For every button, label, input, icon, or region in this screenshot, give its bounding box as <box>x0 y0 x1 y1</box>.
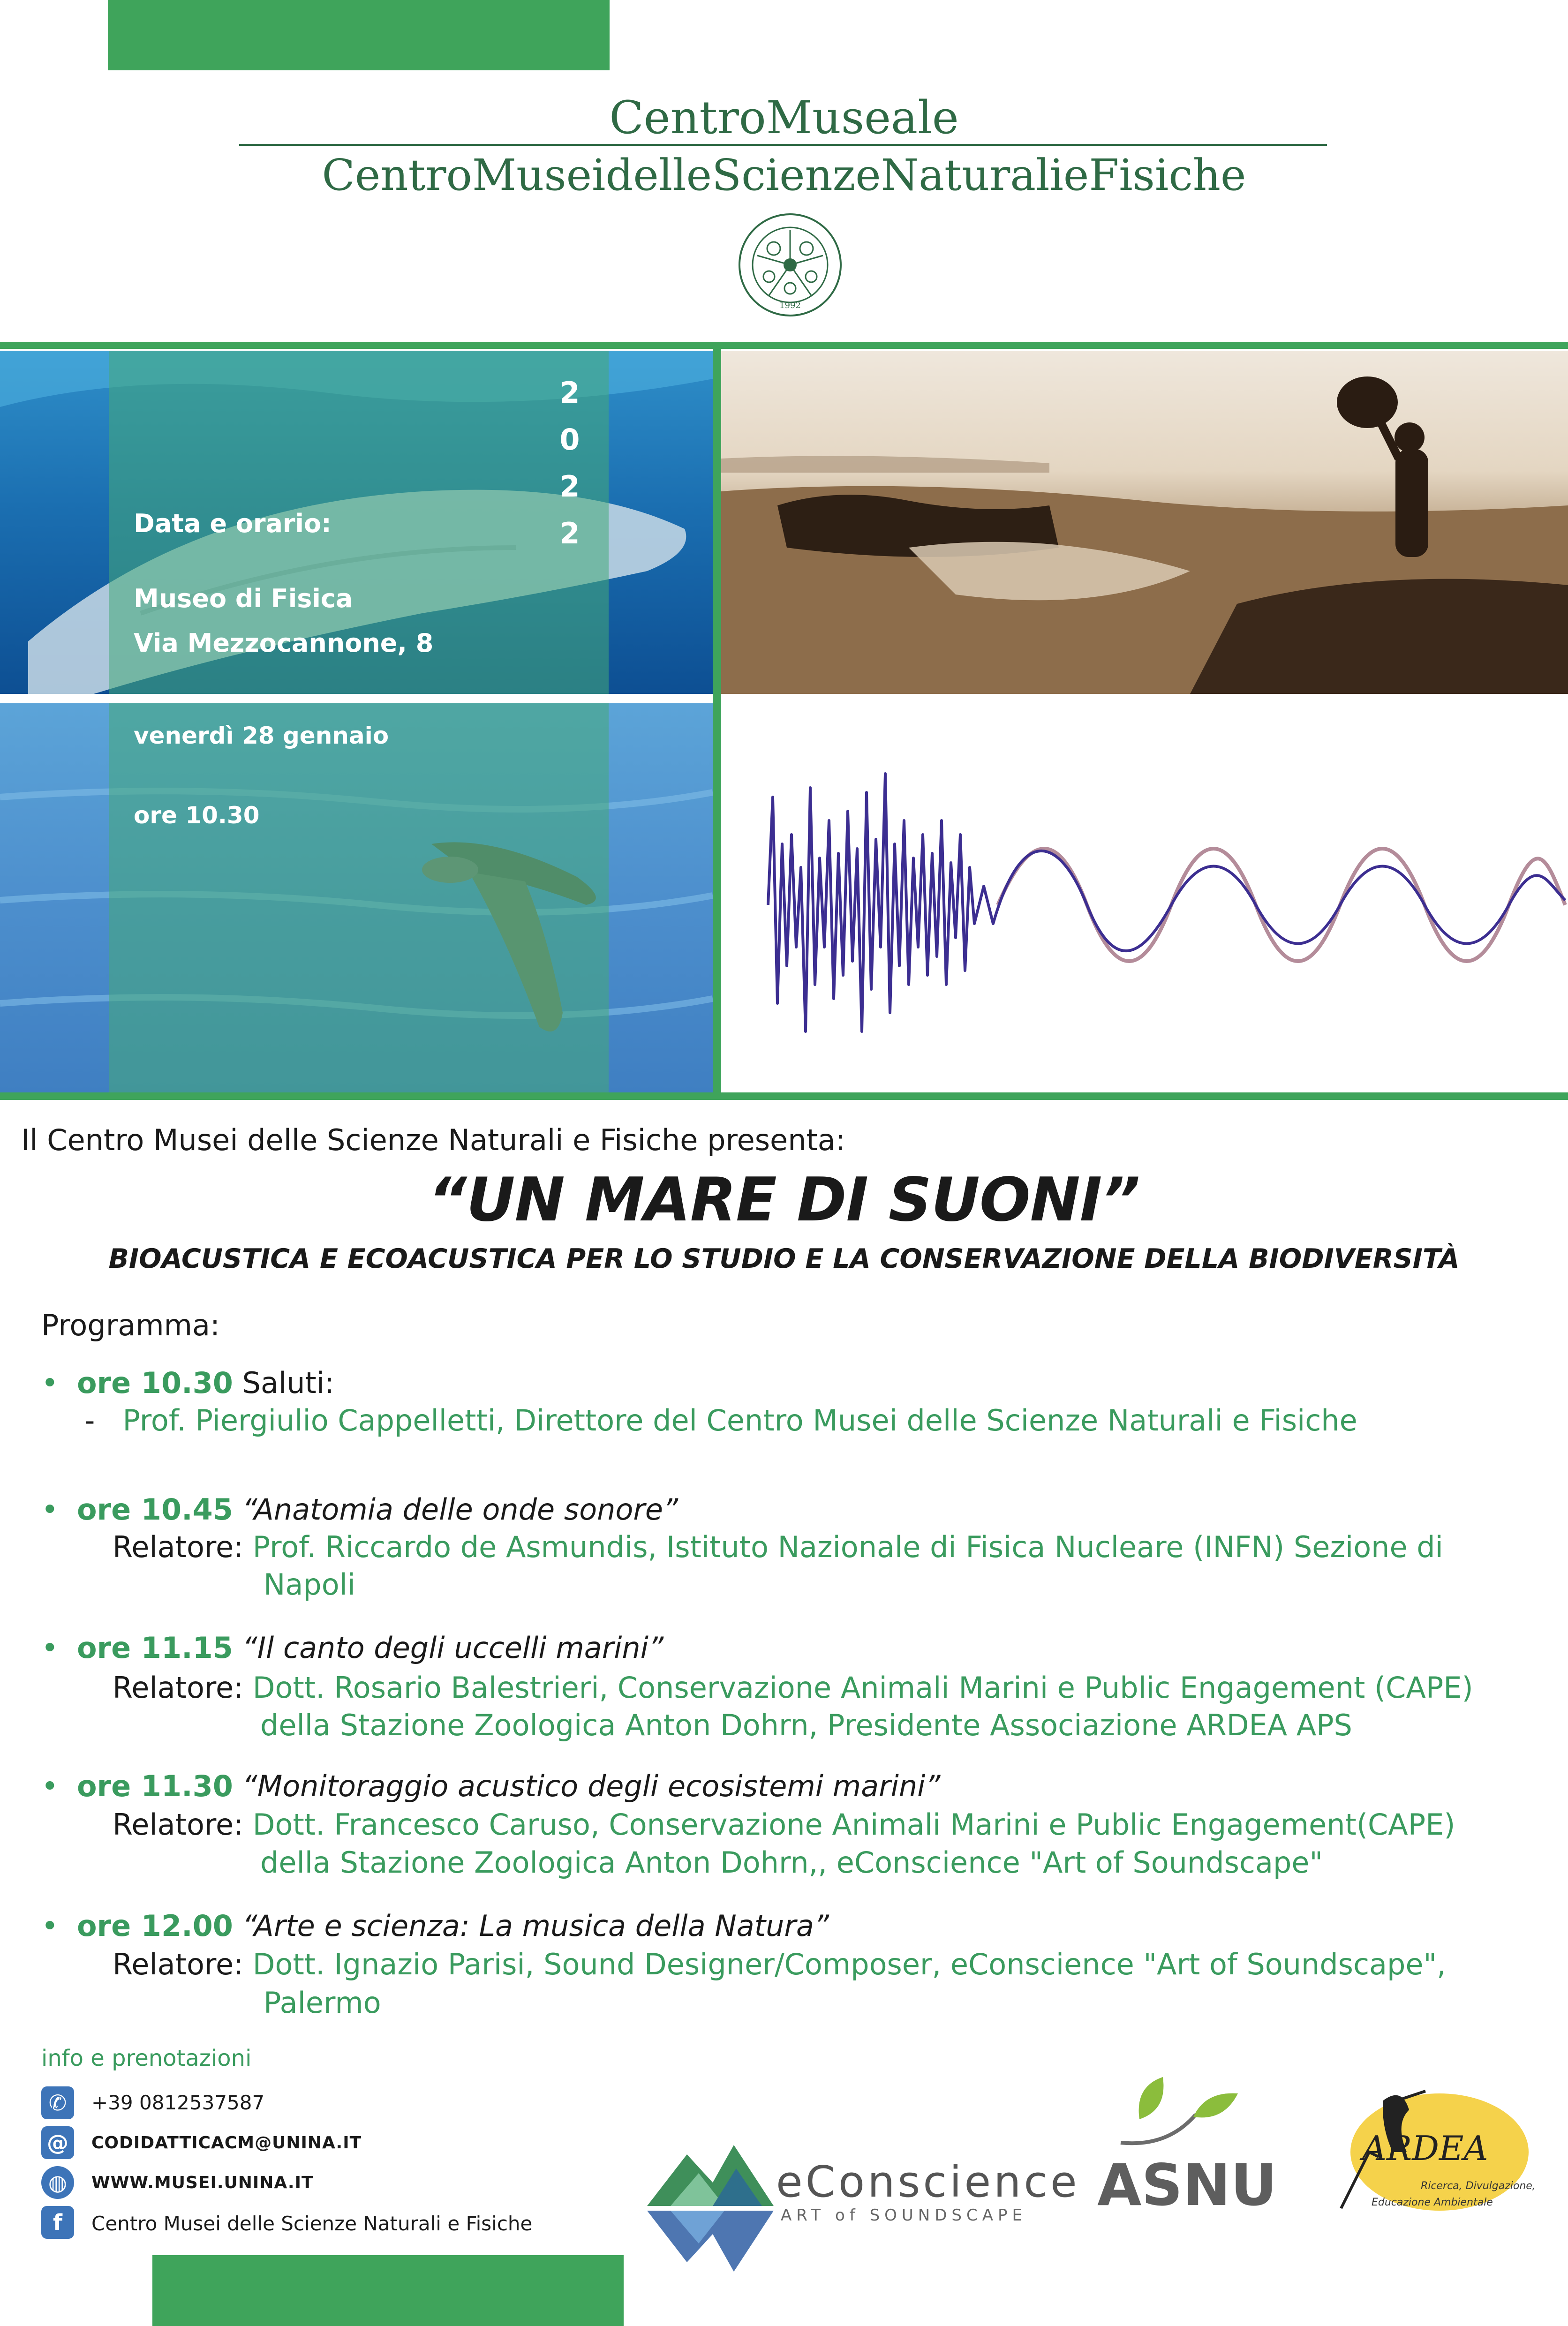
program-item-4 <box>41 1768 941 1805</box>
bullet-icon: • <box>41 1909 59 1943</box>
item-topic: “Il canto degli uccelli marini” <box>242 1631 664 1665</box>
bottom-green-bar <box>152 2255 624 2326</box>
waveform-graphic <box>721 703 1568 1092</box>
address: Via Mezzocannone, 8 <box>134 628 434 658</box>
item-time: ore 10.30 <box>77 1366 233 1400</box>
email-icon: @ <box>41 2126 74 2159</box>
item-topic: “Anatomia delle onde sonore” <box>242 1492 678 1527</box>
bullet-icon: • <box>41 1631 59 1665</box>
program-item-5-speaker <box>113 1946 1446 1983</box>
event-day: venerdì 28 gennaio <box>134 722 389 749</box>
program-item-5 <box>41 1907 829 1945</box>
program-item-1-speaker <box>84 1402 1357 1439</box>
phone-number[interactable]: +39 0812537587 <box>91 2091 265 2114</box>
speaker-line: Dott. Ignazio Parisi, Sound Designer/Composer, eConscience "Art of Soundscape", <box>252 1947 1446 1981</box>
bullet-icon: • <box>41 1492 59 1527</box>
overlay-gap <box>0 694 720 703</box>
year-digit-4: 2 <box>559 516 580 550</box>
speaker-line: Prof. Riccardo de Asmundis, Istituto Nazionale di Fisica Nucleare (INFN) Sezione di <box>252 1530 1443 1564</box>
event-title: “UN MARE DI SUONI” <box>428 1165 1140 1235</box>
program-heading: Programma: <box>41 1308 220 1342</box>
year-digit-3: 2 <box>559 469 580 504</box>
econscience-logo-mark <box>642 2136 778 2276</box>
shore-photo <box>721 351 1568 694</box>
ardea-tagline-1: Ricerca, Divulgazione, <box>1421 2180 1536 2192</box>
speaker-prefix: - <box>84 1403 95 1438</box>
asnu-wordmark: ASNU <box>1097 2152 1277 2219</box>
speaker-prefix: Relatore: <box>113 1807 244 1842</box>
item-time: ore 12.00 <box>77 1909 233 1943</box>
bullet-icon: • <box>41 1366 59 1400</box>
panel-top-rule <box>0 342 1568 349</box>
program-item-2-speaker <box>113 1528 1443 1566</box>
info-overlay <box>109 351 609 1092</box>
program-item-4-speaker-cont: della Stazione Zoologica Anton Dohrn,, eConscience "Art of Soundscape" <box>260 1845 1323 1880</box>
ardea-wordmark: ARDEA <box>1362 2129 1488 2168</box>
program-item-1 <box>41 1364 334 1402</box>
speaker-prefix: Relatore: <box>113 1947 244 1981</box>
program-item-3 <box>41 1629 663 1667</box>
globe-icon: ◍ <box>41 2166 74 2199</box>
program-item-2 <box>41 1491 678 1528</box>
year-digit-1: 2 <box>559 376 580 410</box>
event-hour: ore 10.30 <box>134 802 260 829</box>
museum-seal <box>736 211 844 319</box>
asnu-leaf-icon <box>1111 2072 1243 2152</box>
program-item-3-speaker-cont: della Stazione Zoologica Anton Dohrn, Presidente Associazione ARDEA APS <box>260 1708 1352 1742</box>
svg-text:1992: 1992 <box>779 301 801 310</box>
phone-icon: ✆ <box>41 2086 74 2119</box>
program-item-2-speaker-cont: Napoli <box>264 1567 356 1602</box>
event-subtitle: BIOACUSTICA E ECOACUSTICA PER LO STUDIO E LA CONSERVAZIONE DELLA BIODIVERSITÀ <box>108 1243 1460 1274</box>
email-address[interactable]: CODIDATTICACM@UNINA.IT <box>91 2133 362 2153</box>
speaker-prefix: Relatore: <box>113 1530 244 1564</box>
info-label: info e prenotazioni <box>41 2045 252 2071</box>
econscience-tagline: ART of SOUNDSCAPE <box>781 2206 1027 2225</box>
speaker-line: Dott. Francesco Caruso, Conservazione Animali Marini e Public Engagement(CAPE) <box>252 1807 1455 1842</box>
bullet-icon: • <box>41 1769 59 1803</box>
venue: Museo di Fisica <box>134 584 353 613</box>
econscience-wordmark: eConscience <box>776 2157 1080 2207</box>
program-item-4-speaker <box>113 1806 1455 1844</box>
program-item-3-speaker <box>113 1669 1473 1707</box>
ardea-tagline-2: Educazione Ambientale <box>1372 2197 1493 2208</box>
year-digit-2: 0 <box>559 422 580 457</box>
item-topic: “Arte e scienza: La musica della Natura” <box>242 1909 829 1943</box>
speaker-line: Prof. Piergiulio Cappelletti, Direttore del Centro Musei delle Scienze Naturali e Fisiche <box>122 1403 1357 1438</box>
item-time: ore 10.45 <box>77 1492 233 1527</box>
facebook-icon: f <box>41 2206 74 2239</box>
program-item-5-speaker-cont: Palermo <box>264 1986 381 2020</box>
speaker-line: Dott. Rosario Balestrieri, Conservazione Animali Marini e Public Engagement (CAPE) <box>252 1671 1473 1705</box>
date-time-label: Data e orario: <box>134 509 332 538</box>
header-rule <box>239 144 1327 146</box>
header-line2: CentroMuseidelleScienzeNaturalieFisiche <box>322 150 1246 200</box>
facebook-page[interactable]: Centro Musei delle Scienze Naturali e Fisiche <box>91 2212 533 2235</box>
intro-line: Il Centro Musei delle Scienze Naturali e Fisiche presenta: <box>21 1123 845 1157</box>
website[interactable]: WWW.MUSEI.UNINA.IT <box>91 2173 314 2192</box>
top-green-bar <box>108 0 610 70</box>
item-topic: “Monitoraggio acustico degli ecosistemi marini” <box>242 1769 941 1803</box>
item-topic: Saluti: <box>242 1366 334 1400</box>
item-time: ore 11.30 <box>77 1769 233 1803</box>
speaker-prefix: Relatore: <box>113 1671 244 1705</box>
panel-vertical-rule <box>713 349 721 1094</box>
item-time: ore 11.15 <box>77 1631 233 1665</box>
panel-bottom-rule <box>0 1092 1568 1100</box>
header-line1: CentroMuseale <box>609 91 959 144</box>
